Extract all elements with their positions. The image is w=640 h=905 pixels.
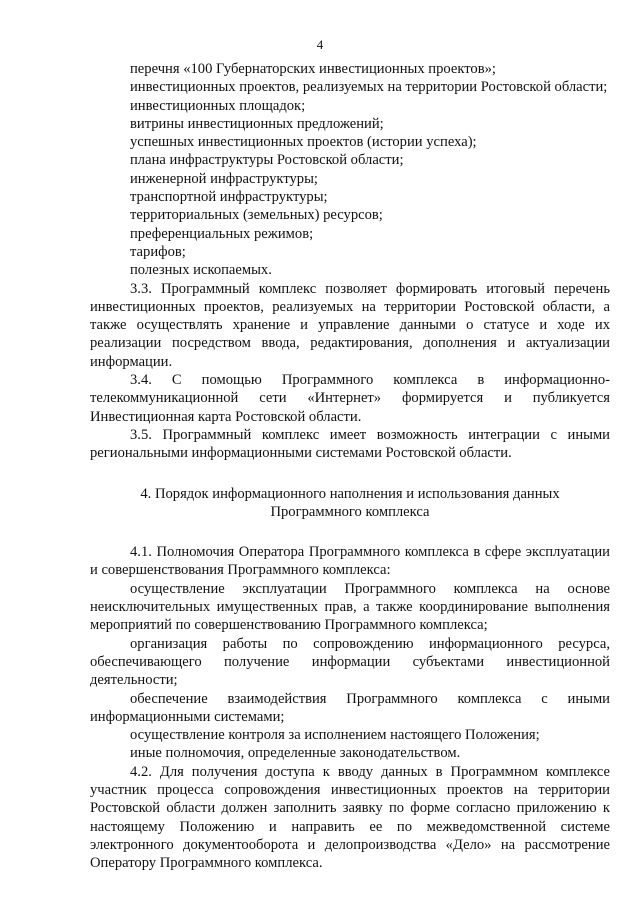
list-item: обеспечение взаимодействия Программного комплекса с иными информационными системами; [90, 690, 610, 725]
list-item: перечня «100 Губернаторских инвестиционных проектов»; [130, 61, 496, 77]
list-item: преференциальных режимов; [130, 225, 314, 242]
clause-3-3: 3.3. Программный комплекс позволяет формировать итоговый перечень инвестиционных проектов, реализуемых на территории Ростовской области, а также осуществлять хранение и управление данными о статусе и ходе их реализации посредством ввода, редактирования, дополнения и актуализации информации. [90, 280, 610, 370]
page-number: 4 [316, 37, 324, 52]
list-item: территориальных (земельных) ресурсов; [130, 207, 383, 224]
list-item: плана инфраструктуры Ростовской области; [130, 152, 404, 169]
clause-4-1: 4.1. Полномочия Оператора Программного комплекса в сфере эксплуатации и совершенствования Программного комплекса: [90, 544, 610, 579]
list-item: инженерной инфраструктуры; [130, 170, 318, 187]
document-body [90, 60, 610, 872]
list-item: инвестиционных площадок; [130, 97, 306, 114]
clause-3-4: 3.4. С помощью Программного комплекса в информационно-телекоммуникационной сети «Интернет» формируется и публикуется Инвестиционная карта Ростовской области. [90, 372, 610, 425]
section-4-heading-line2: Программного комплекса [270, 503, 430, 520]
list-item: осуществление контроля за исполнением настоящего Положения; [130, 727, 540, 744]
section-4-heading [90, 485, 610, 522]
section-4-heading-line1: 4. Порядок информационного наполнения и использования данных [140, 485, 560, 502]
list-item: полезных ископаемых. [130, 262, 272, 279]
list-item: тарифов; [130, 243, 186, 260]
clause-4-2: 4.2. Для получения доступа к вводу данных в Программном комплексе участник процесса сопровождения инвестиционных проектов на территории Ростовской области должен заполнить заявку по форме согласно приложению к настоящему Положению и направить ее по межведомственной системе электронного документооборота и делопроизводства «Дело» на рассмотрение Оператору Программного комплекса. [90, 763, 610, 872]
list-item: витрины инвестиционных предложений; [130, 115, 384, 132]
list-item: организация работы по сопровождению информационного ресурса, обеспечивающего получение информации субъектами инвестиционной деятельности; [90, 635, 610, 689]
list-item: осуществление эксплуатации Программного комплекса на основе неисключительных имущественных прав, а также координирование выполнения мероприятий по совершенствованию Программного комплекса; [90, 580, 610, 634]
list-item: иные полномочия, определенные законодательством. [130, 745, 461, 762]
list-item: транспортной инфраструктуры; [130, 189, 328, 206]
list-item: успешных инвестиционных проектов (истории успеха); [130, 134, 477, 151]
list-item: инвестиционных проектов, реализуемых на территории Ростовской области; [130, 79, 608, 96]
clause-3-5: 3.5. Программный комплекс имеет возможность интеграции с иными региональными информационными системами Ростовской области. [90, 426, 610, 462]
